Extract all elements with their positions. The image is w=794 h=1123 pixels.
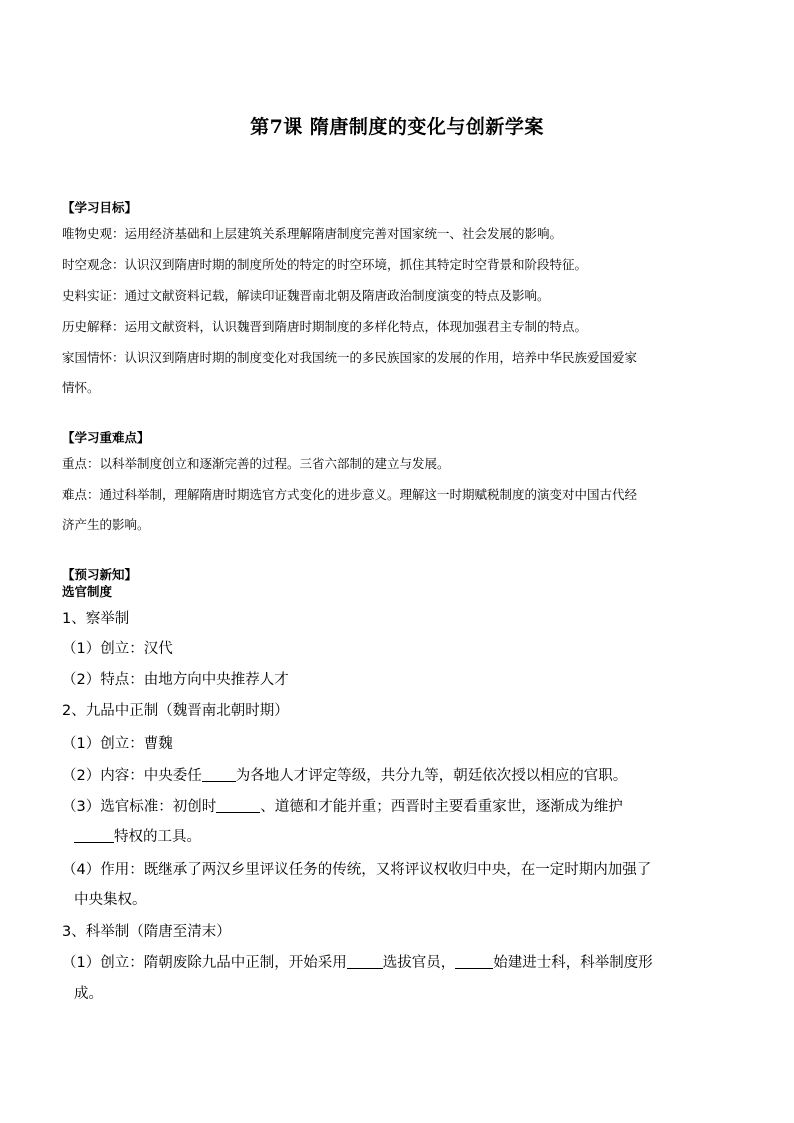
- preview-text: （3）选官标准：初创时: [62, 799, 217, 815]
- preview-text: 特权的工具。: [114, 829, 201, 845]
- preview-text: 为各地人才评定等级，共分九等，朝廷依次授以相应的官职。: [235, 768, 628, 784]
- preview-line: 3、科举制（隋唐至清末）: [62, 924, 231, 940]
- preview-text: （2）内容：中央委任: [62, 768, 202, 784]
- subheader-official-selection: 选官制度: [62, 584, 113, 599]
- goal-item: 史料实证：通过文献资料记载，解读印证魏晋南北朝及隋唐政治制度演变的特点及影响。: [62, 288, 550, 303]
- preview-line-with-blank: [62, 766, 752, 786]
- preview-text: 始建进士科，科举制度形: [493, 955, 653, 971]
- section-header-keypoints: 【学习重难点】: [62, 430, 150, 445]
- goal-item: 时空观念：认识汉到隋唐时期的制度所处的特定的时空环境，抓住其特定时空背景和阶段特征。: [62, 257, 588, 272]
- fill-in-blank[interactable]: [347, 954, 383, 969]
- preview-text: （1）创立：隋朝废除九品中正制，开始采用: [62, 955, 347, 971]
- preview-line: （1）创立：汉代: [62, 641, 173, 657]
- keypoint-item: 重点：以科举制度创立和逐渐完善的过程。三省六部制的建立与发展。: [62, 456, 450, 471]
- fill-in-blank[interactable]: [455, 954, 493, 969]
- preview-line-continuation: 中央集权。: [74, 892, 147, 908]
- preview-line-continuation: 成。: [74, 986, 103, 1002]
- section-header-preview: 【预习新知】: [62, 567, 138, 582]
- section-header-goals: 【学习目标】: [62, 200, 138, 215]
- preview-line-with-blank: [62, 797, 752, 817]
- preview-line: （2）特点：由地方向中央推荐人才: [62, 672, 289, 688]
- goal-item: 家国情怀：认识汉到隋唐时期的制度变化对我国统一的多民族国家的发展的作用，培养中华民族爱国爱家: [62, 350, 638, 365]
- fill-in-blank[interactable]: [202, 767, 236, 782]
- goal-item: 唯物史观：运用经济基础和上层建筑关系理解隋唐制度完善对国家统一、社会发展的影响。: [62, 226, 563, 241]
- preview-line-with-blank: [74, 827, 764, 847]
- keypoint-item-continuation: 济产生的影响。: [62, 517, 150, 532]
- preview-line: （1）创立：曹魏: [62, 736, 173, 752]
- preview-text: 选拔官员，: [382, 955, 456, 971]
- preview-line: 1、察举制: [62, 611, 130, 627]
- preview-line-with-blank: [62, 953, 752, 973]
- fill-in-blank[interactable]: [74, 828, 114, 843]
- preview-line: （4）作用：既继承了两汉乡里评议任务的传统，又将评议权收归中央，在一定时期内加强了: [62, 862, 652, 878]
- preview-text: 、道德和才能并重；西晋时主要看重家世，逐渐成为维护: [260, 799, 623, 815]
- goal-item-continuation: 情怀。: [62, 380, 100, 395]
- goal-item: 历史解释：运用文献资料，认识魏晋到隋唐时期制度的多样化特点，体现加强君主专制的特点。: [62, 319, 588, 334]
- fill-in-blank[interactable]: [216, 798, 260, 813]
- keypoint-item: 难点：通过科举制，理解隋唐时期选官方式变化的进步意义。理解这一时期赋税制度的演变对中国古代经: [62, 487, 638, 502]
- page-title: 第7课 隋唐制度的变化与创新学案: [250, 116, 544, 138]
- preview-line: 2、九品中正制（魏晋南北朝时期）: [62, 703, 289, 719]
